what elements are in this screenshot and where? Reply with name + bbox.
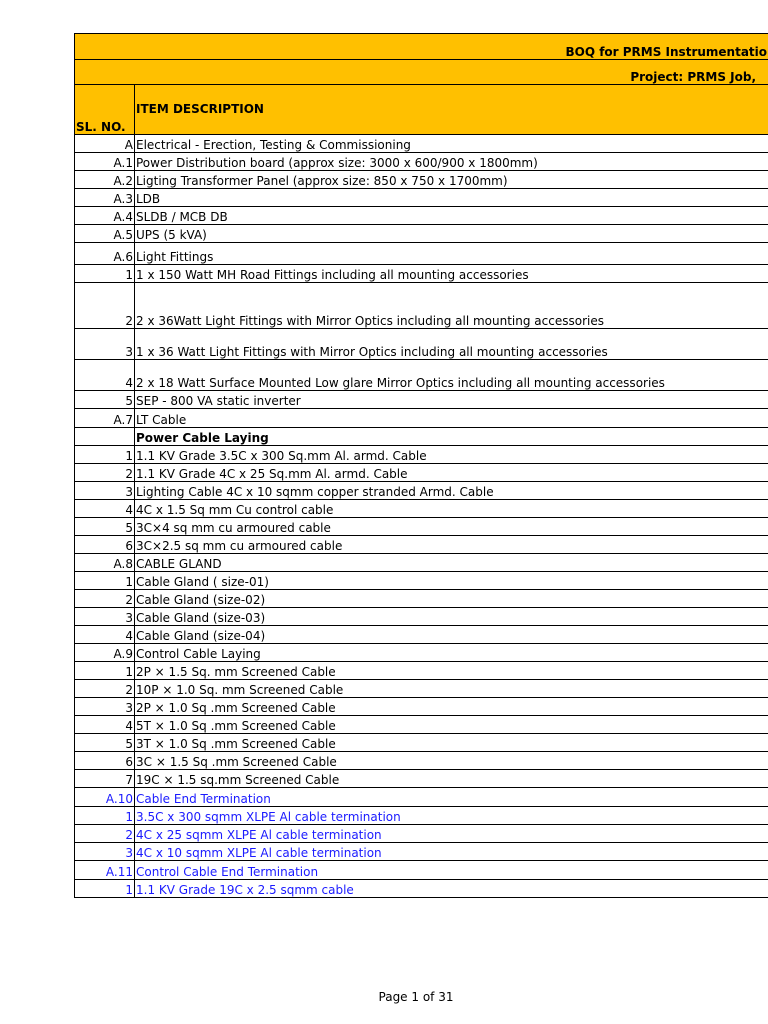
row-sl-no: A.1 xyxy=(75,153,135,171)
row-item-description: 2P × 1.0 Sq .mm Screened Cable xyxy=(135,698,768,716)
title-row xyxy=(75,34,768,60)
row-item-description: 1 x 36 Watt Light Fittings with Mirror Optics including all mounting accessories xyxy=(135,329,768,360)
row-sl-no: A.2 xyxy=(75,171,135,189)
row-sl-no: A.4 xyxy=(75,207,135,225)
row-sl-no: 3 xyxy=(75,608,135,626)
row-sl-no: 6 xyxy=(75,752,135,770)
row-sl-no xyxy=(75,428,135,446)
row-sl-no: 1 xyxy=(75,662,135,680)
table-row xyxy=(75,608,768,626)
table-row xyxy=(75,662,768,680)
row-item-description: Cable Gland ( size-01) xyxy=(135,572,768,590)
table-row xyxy=(75,626,768,644)
row-sl-no: 3 xyxy=(75,329,135,360)
row-sl-no: 2 xyxy=(75,825,135,843)
table-row xyxy=(75,880,768,898)
boq-table-body xyxy=(75,34,768,898)
row-item-description: LDB xyxy=(135,189,768,207)
table-row xyxy=(75,243,768,265)
row-sl-no: A.8 xyxy=(75,554,135,572)
table-row xyxy=(75,518,768,536)
row-item-description: 3C×2.5 sq mm cu armoured cable xyxy=(135,536,768,554)
row-item-description: CABLE GLAND xyxy=(135,554,768,572)
table-row xyxy=(75,446,768,464)
row-sl-no: 3 xyxy=(75,843,135,861)
row-item-description: 1.1 KV Grade 4C x 25 Sq.mm Al. armd. Cable xyxy=(135,464,768,482)
table-row xyxy=(75,391,768,409)
row-item-description: 1.1 KV Grade 3.5C x 300 Sq.mm Al. armd. Cable xyxy=(135,446,768,464)
row-sl-no: 1 xyxy=(75,880,135,898)
table-row xyxy=(75,807,768,825)
row-item-description: 4C x 25 sqmm XLPE Al cable termination xyxy=(135,825,768,843)
row-item-description: 10P × 1.0 Sq. mm Screened Cable xyxy=(135,680,768,698)
table-row xyxy=(75,770,768,788)
table-row xyxy=(75,225,768,243)
row-item-description: Cable Gland (size-04) xyxy=(135,626,768,644)
row-item-description: Electrical - Erection, Testing & Commissioning xyxy=(135,135,768,153)
row-item-description: Light Fittings xyxy=(135,243,768,265)
row-sl-no: 6 xyxy=(75,536,135,554)
table-row xyxy=(75,171,768,189)
row-item-description: UPS (5 kVA) xyxy=(135,225,768,243)
row-item-description: Cable End Termination xyxy=(135,788,768,807)
row-item-description: Power Cable Laying xyxy=(135,428,768,446)
row-sl-no: 4 xyxy=(75,716,135,734)
row-item-description: SLDB / MCB DB xyxy=(135,207,768,225)
table-row xyxy=(75,698,768,716)
row-sl-no: A.9 xyxy=(75,644,135,662)
row-item-description: 3.5C x 300 sqmm XLPE Al cable termination xyxy=(135,807,768,825)
table-row xyxy=(75,135,768,153)
row-sl-no: A.6 xyxy=(75,243,135,265)
project-row xyxy=(75,60,768,85)
table-row xyxy=(75,644,768,662)
row-sl-no: 7 xyxy=(75,770,135,788)
table-row xyxy=(75,825,768,843)
table-row xyxy=(75,189,768,207)
table-row xyxy=(75,153,768,171)
row-item-description: Cable Gland (size-03) xyxy=(135,608,768,626)
table-row xyxy=(75,283,768,329)
row-item-description: Ligting Transformer Panel (approx size: 850 x 750 x 1700mm) xyxy=(135,171,768,189)
boq-table xyxy=(74,33,768,898)
row-sl-no: A.5 xyxy=(75,225,135,243)
table-row xyxy=(75,329,768,360)
table-row xyxy=(75,788,768,807)
table-row xyxy=(75,590,768,608)
row-item-description: 3C×4 sq mm cu armoured cable xyxy=(135,518,768,536)
row-item-description: 2 x 36Watt Light Fittings with Mirror Optics including all mounting accessories xyxy=(135,283,768,329)
row-sl-no: 1 xyxy=(75,265,135,283)
row-item-description: 5T × 1.0 Sq .mm Screened Cable xyxy=(135,716,768,734)
row-sl-no: 2 xyxy=(75,283,135,329)
table-row xyxy=(75,360,768,391)
column-header-sl-no: SL. NO. xyxy=(75,85,135,135)
row-sl-no: A xyxy=(75,135,135,153)
row-sl-no: A.10 xyxy=(75,788,135,807)
row-sl-no: 2 xyxy=(75,464,135,482)
row-item-description: 3C × 1.5 Sq .mm Screened Cable xyxy=(135,752,768,770)
row-sl-no: A.11 xyxy=(75,861,135,880)
page-footer: Page 1 of 31 xyxy=(378,990,454,1004)
table-row xyxy=(75,265,768,283)
table-row xyxy=(75,752,768,770)
row-sl-no: 1 xyxy=(75,446,135,464)
table-row xyxy=(75,843,768,861)
row-sl-no: A.3 xyxy=(75,189,135,207)
row-item-description: 4C x 1.5 Sq mm Cu control cable xyxy=(135,500,768,518)
column-header-item-description: ITEM DESCRIPTION xyxy=(135,85,768,135)
row-sl-no: 3 xyxy=(75,698,135,716)
row-item-description: Control Cable Laying xyxy=(135,644,768,662)
row-sl-no: 1 xyxy=(75,572,135,590)
table-row xyxy=(75,428,768,446)
table-row xyxy=(75,500,768,518)
row-sl-no: 4 xyxy=(75,360,135,391)
row-item-description: 2P × 1.5 Sq. mm Screened Cable xyxy=(135,662,768,680)
row-item-description: Lighting Cable 4C x 10 sqmm copper stranded Armd. Cable xyxy=(135,482,768,500)
row-item-description: 2 x 18 Watt Surface Mounted Low glare Mirror Optics including all mounting accessories xyxy=(135,360,768,391)
row-item-description: LT Cable xyxy=(135,409,768,428)
table-row xyxy=(75,536,768,554)
table-row xyxy=(75,680,768,698)
row-sl-no: 5 xyxy=(75,518,135,536)
row-item-description: 19C × 1.5 sq.mm Screened Cable xyxy=(135,770,768,788)
row-item-description: 3T × 1.0 Sq .mm Screened Cable xyxy=(135,734,768,752)
document-title: BOQ for PRMS Instrumentatio xyxy=(75,34,768,60)
table-row xyxy=(75,716,768,734)
row-item-description: Control Cable End Termination xyxy=(135,861,768,880)
row-item-description: SEP - 800 VA static inverter xyxy=(135,391,768,409)
row-sl-no: 5 xyxy=(75,391,135,409)
row-sl-no: 2 xyxy=(75,590,135,608)
table-row xyxy=(75,572,768,590)
row-sl-no: A.7 xyxy=(75,409,135,428)
table-row xyxy=(75,464,768,482)
row-sl-no: 5 xyxy=(75,734,135,752)
table-row xyxy=(75,554,768,572)
row-item-description: 1.1 KV Grade 19C x 2.5 sqmm cable xyxy=(135,880,768,898)
row-sl-no: 4 xyxy=(75,626,135,644)
table-row xyxy=(75,734,768,752)
table-row xyxy=(75,861,768,880)
row-sl-no: 1 xyxy=(75,807,135,825)
row-item-description: 1 x 150 Watt MH Road Fittings including all mounting accessories xyxy=(135,265,768,283)
row-item-description: 4C x 10 sqmm XLPE Al cable termination xyxy=(135,843,768,861)
column-header-row xyxy=(75,85,768,135)
row-item-description: Cable Gland (size-02) xyxy=(135,590,768,608)
row-sl-no: 3 xyxy=(75,482,135,500)
table-row xyxy=(75,409,768,428)
row-sl-no: 4 xyxy=(75,500,135,518)
table-row xyxy=(75,207,768,225)
project-title: Project: PRMS Job, xyxy=(75,60,768,85)
row-item-description: Power Distribution board (approx size: 3000 x 600/900 x 1800mm) xyxy=(135,153,768,171)
row-sl-no: 2 xyxy=(75,680,135,698)
table-row xyxy=(75,482,768,500)
